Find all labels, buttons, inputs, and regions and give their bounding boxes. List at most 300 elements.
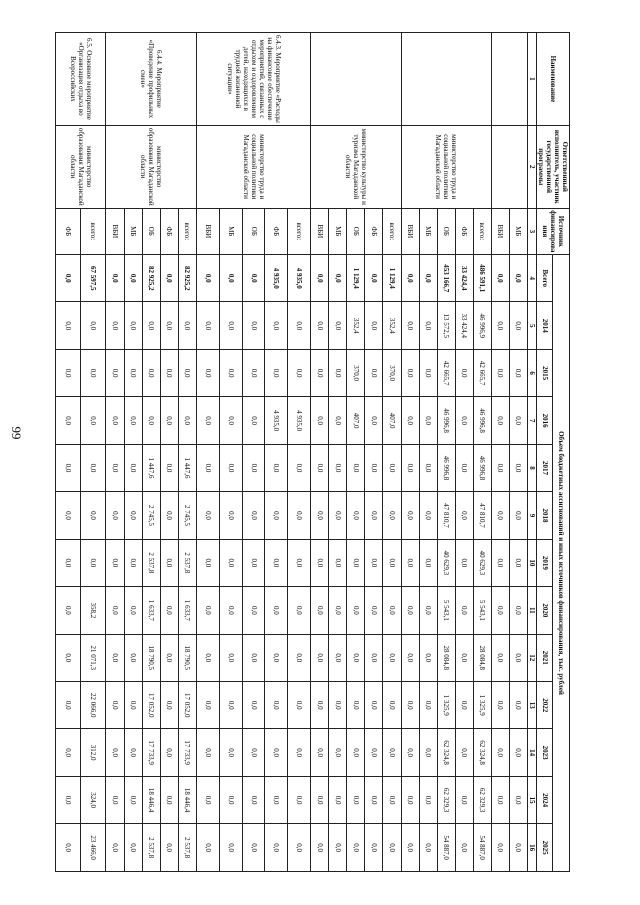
year-value: 0,0: [124, 681, 142, 728]
year-value: 0,0: [265, 349, 288, 396]
year-value: 324,0: [81, 776, 106, 823]
year-value: 0,0: [491, 539, 509, 586]
funding-source: МБ: [124, 208, 142, 254]
table-row: [509, 33, 527, 872]
funding-source: ВБИ: [196, 208, 219, 254]
year-value: 0,0: [329, 824, 347, 872]
year-value: 0,0: [196, 492, 219, 539]
year-value: 17 733,9: [142, 729, 160, 776]
year-value: 0,0: [124, 634, 142, 681]
year-value: 0,0: [365, 302, 383, 349]
year-value: 0,0: [455, 587, 473, 634]
year-value: 0,0: [242, 776, 265, 823]
funding-source: всего:: [288, 208, 311, 254]
year-value: 0,0: [81, 349, 106, 396]
year-value: 0,0: [401, 539, 419, 586]
year-value: 0,0: [219, 776, 242, 823]
year-value: 0,0: [491, 302, 509, 349]
year-value: 0,0: [491, 397, 509, 444]
year-value: 0,0: [491, 681, 509, 728]
year-value: 28 084,8: [473, 634, 491, 681]
funding-source: ФБ: [56, 208, 81, 254]
year-value: 0,0: [419, 539, 437, 586]
year-value: 0,0: [160, 349, 178, 396]
header-name: Наименование: [537, 33, 570, 126]
year-value: 0,0: [509, 587, 527, 634]
year-value: 0,0: [365, 776, 383, 823]
year-value: 0,0: [383, 492, 401, 539]
year-value: 0,0: [383, 539, 401, 586]
header-col-number: 7: [528, 397, 537, 444]
year-value: 0,0: [509, 539, 527, 586]
year-value: 0,0: [329, 776, 347, 823]
year-value: 0,0: [160, 634, 178, 681]
year-value: 0,0: [160, 302, 178, 349]
year-value: 0,0: [265, 681, 288, 728]
year-value: 0,0: [106, 776, 124, 823]
year-value: 0,0: [401, 397, 419, 444]
year-value: 0,0: [242, 587, 265, 634]
responsible-executor: [491, 125, 527, 208]
year-value: 46 996,9: [473, 302, 491, 349]
year-value: 47 810,7: [437, 492, 455, 539]
table-row: [178, 33, 196, 872]
year-value: 0,0: [124, 492, 142, 539]
year-value: 0,0: [329, 587, 347, 634]
funding-source: МБ: [219, 208, 242, 254]
year-value: 0,0: [383, 776, 401, 823]
year-value: 0,0: [311, 634, 329, 681]
measure-name: 6.4.4. Мероприятие «Проведение профильных смен»: [106, 33, 196, 126]
year-value: 0,0: [56, 444, 81, 491]
year-value: 47 810,7: [473, 492, 491, 539]
funding-source: ФБ: [160, 208, 178, 254]
year-value: 0,0: [419, 634, 437, 681]
year-value: 62 324,8: [473, 729, 491, 776]
year-value: 0,0: [242, 539, 265, 586]
year-value: 0,0: [311, 776, 329, 823]
year-value: 0,0: [455, 776, 473, 823]
year-value: 0,0: [219, 587, 242, 634]
year-value: 0,0: [56, 539, 81, 586]
measure-name: 6.4.3. Мероприятие «Расходы на финансовое обеспечение мероприятий, связанных с отдыхом и оздоровлением детей, находящихся в трудной жизненной ситуации»: [196, 33, 310, 126]
year-value: 2 745,5: [178, 492, 196, 539]
year-value: 0,0: [347, 681, 365, 728]
year-value: 4 935,0: [265, 397, 288, 444]
year-value: 0,0: [329, 681, 347, 728]
responsible-executor: министерство культуры и туризма Магаданской области: [311, 125, 401, 208]
header-year: 2023: [537, 729, 554, 776]
funding-source: всего:: [178, 208, 196, 254]
funding-source: ВБИ: [311, 208, 329, 254]
year-value: 0,0: [219, 492, 242, 539]
year-value: 0,0: [288, 776, 311, 823]
year-value: 1 633,7: [178, 587, 196, 634]
year-value: 0,0: [365, 681, 383, 728]
total-value: 0,0: [509, 255, 527, 302]
year-value: 0,0: [455, 444, 473, 491]
year-value: 0,0: [196, 824, 219, 872]
year-value: 0,0: [106, 587, 124, 634]
year-value: 0,0: [160, 587, 178, 634]
year-value: 0,0: [288, 729, 311, 776]
year-value: 0,0: [419, 492, 437, 539]
year-value: 0,0: [329, 539, 347, 586]
header-year: 2014: [537, 302, 554, 349]
header-year: 2020: [537, 587, 554, 634]
year-value: 0,0: [81, 444, 106, 491]
header-row-1: [553, 33, 570, 872]
funding-source: ВБИ: [106, 208, 124, 254]
year-value: 13 572,5: [437, 302, 455, 349]
year-value: 0,0: [265, 444, 288, 491]
year-value: 0,0: [288, 302, 311, 349]
header-col-numbers-row: [528, 33, 537, 872]
year-value: 0,0: [491, 776, 509, 823]
year-value: 0,0: [196, 302, 219, 349]
year-value: 0,0: [401, 587, 419, 634]
year-value: 0,0: [311, 397, 329, 444]
year-value: 0,0: [56, 729, 81, 776]
header-col-number: 2: [528, 125, 537, 208]
year-value: 0,0: [81, 397, 106, 444]
year-value: 0,0: [455, 397, 473, 444]
header-year: 2024: [537, 776, 554, 823]
year-value: 28 084,8: [437, 634, 455, 681]
year-value: 0,0: [455, 729, 473, 776]
year-value: 0,0: [365, 729, 383, 776]
year-value: 0,0: [219, 729, 242, 776]
year-value: 0,0: [124, 587, 142, 634]
year-value: 0,0: [419, 349, 437, 396]
year-value: 0,0: [455, 539, 473, 586]
year-value: 0,0: [288, 444, 311, 491]
funding-source: ФБ: [455, 208, 473, 254]
year-value: 0,0: [160, 681, 178, 728]
header-year: 2021: [537, 634, 554, 681]
total-value: 0,0: [311, 255, 329, 302]
year-value: 0,0: [509, 824, 527, 872]
year-value: 0,0: [106, 729, 124, 776]
year-value: 0,0: [196, 397, 219, 444]
year-value: 0,0: [242, 634, 265, 681]
year-value: 0,0: [160, 492, 178, 539]
year-value: 0,0: [178, 302, 196, 349]
year-value: 62 324,8: [437, 729, 455, 776]
year-value: 0,0: [329, 302, 347, 349]
year-value: 0,0: [142, 302, 160, 349]
measure-name: [311, 33, 401, 126]
year-value: 0,0: [509, 681, 527, 728]
table-row: [81, 33, 106, 872]
year-value: 0,0: [383, 587, 401, 634]
year-value: 0,0: [401, 492, 419, 539]
funding-source: всего:: [473, 208, 491, 254]
measure-name: [401, 33, 491, 126]
year-value: 0,0: [265, 729, 288, 776]
year-value: 0,0: [347, 539, 365, 586]
year-value: 46 996,8: [473, 444, 491, 491]
year-value: 0,0: [56, 302, 81, 349]
year-value: 0,0: [365, 634, 383, 681]
total-value: 0,0: [219, 255, 242, 302]
header-col-number: 5: [528, 302, 537, 349]
total-value: 0,0: [329, 255, 347, 302]
year-value: 0,0: [106, 492, 124, 539]
year-value: 0,0: [219, 824, 242, 872]
year-value: 0,0: [81, 302, 106, 349]
year-value: 0,0: [491, 349, 509, 396]
year-value: 22 066,0: [81, 681, 106, 728]
year-value: 0,0: [401, 302, 419, 349]
table-body: [56, 33, 528, 872]
year-value: 0,0: [419, 729, 437, 776]
year-value: 33 424,4: [455, 302, 473, 349]
year-value: 0,0: [265, 539, 288, 586]
total-value: 4 935,0: [265, 255, 288, 302]
year-value: 0,0: [365, 444, 383, 491]
responsible-executor: министерство труда и социальной политики Магаданской области: [401, 125, 491, 208]
year-value: 0,0: [419, 302, 437, 349]
year-value: 407,0: [383, 397, 401, 444]
year-value: 0,0: [219, 349, 242, 396]
responsible-executor: министерство труда и социальной политики Магаданской области: [196, 125, 310, 208]
header-col-number: 16: [528, 824, 537, 872]
total-value: 67 597,5: [81, 255, 106, 302]
year-value: 0,0: [455, 681, 473, 728]
year-value: 0,0: [383, 634, 401, 681]
year-value: 0,0: [365, 539, 383, 586]
total-value: 0,0: [242, 255, 265, 302]
year-value: 0,0: [419, 824, 437, 872]
year-value: 0,0: [455, 492, 473, 539]
year-value: 0,0: [106, 634, 124, 681]
header-year: 2025: [537, 824, 554, 872]
year-value: 0,0: [311, 444, 329, 491]
funding-source: ОБ: [242, 208, 265, 254]
year-value: 0,0: [196, 349, 219, 396]
year-value: 0,0: [311, 587, 329, 634]
year-value: 0,0: [242, 444, 265, 491]
year-value: 0,0: [56, 634, 81, 681]
year-value: 0,0: [106, 539, 124, 586]
year-value: 0,0: [509, 302, 527, 349]
budget-table: [55, 32, 570, 872]
year-value: 2 537,8: [142, 539, 160, 586]
year-value: 0,0: [160, 776, 178, 823]
year-value: 0,0: [491, 492, 509, 539]
year-value: 0,0: [56, 776, 81, 823]
year-value: 0,0: [401, 824, 419, 872]
header-source: Источник финансирования: [537, 208, 570, 254]
header-year: 2018: [537, 492, 554, 539]
year-value: 0,0: [347, 444, 365, 491]
total-value: 453 166,7: [437, 255, 455, 302]
year-value: 0,0: [242, 681, 265, 728]
table-row: [288, 33, 311, 872]
year-value: 0,0: [329, 729, 347, 776]
year-value: 0,0: [365, 397, 383, 444]
year-value: 0,0: [288, 492, 311, 539]
year-value: 0,0: [288, 634, 311, 681]
total-value: 0,0: [196, 255, 219, 302]
funding-source: МБ: [509, 208, 527, 254]
total-value: 486 591,1: [473, 255, 491, 302]
header-year: 2019: [537, 539, 554, 586]
year-value: 0,0: [311, 302, 329, 349]
responsible-executor: министерство образования Магаданской области: [56, 125, 106, 208]
year-value: 62 329,3: [437, 776, 455, 823]
year-value: 0,0: [401, 634, 419, 681]
year-value: 5 543,1: [473, 587, 491, 634]
total-value: 0,0: [56, 255, 81, 302]
year-value: 17 733,9: [178, 729, 196, 776]
header-col-number: 10: [528, 539, 537, 586]
year-value: 0,0: [219, 397, 242, 444]
year-value: 0,0: [106, 302, 124, 349]
header-col-number: 12: [528, 634, 537, 681]
year-value: 0,0: [288, 587, 311, 634]
year-value: 407,0: [347, 397, 365, 444]
year-value: 0,0: [124, 729, 142, 776]
year-value: 0,0: [509, 349, 527, 396]
year-value: 0,0: [311, 349, 329, 396]
year-value: 1 325,9: [437, 681, 455, 728]
header-col-number: 15: [528, 776, 537, 823]
year-value: 0,0: [311, 824, 329, 872]
year-value: 5 543,1: [437, 587, 455, 634]
header-total: Всего: [537, 255, 554, 302]
year-value: 0,0: [56, 587, 81, 634]
header-year: 2017: [537, 444, 554, 491]
funding-source: всего:: [81, 208, 106, 254]
year-value: 0,0: [455, 349, 473, 396]
year-value: 0,0: [196, 444, 219, 491]
year-value: 0,0: [106, 397, 124, 444]
year-value: 352,4: [383, 302, 401, 349]
year-value: 0,0: [491, 824, 509, 872]
year-value: 0,0: [124, 776, 142, 823]
year-value: 1 633,7: [142, 587, 160, 634]
table-row: [383, 33, 401, 872]
year-value: 0,0: [419, 681, 437, 728]
year-value: 2 537,8: [178, 539, 196, 586]
year-value: 40 629,3: [437, 539, 455, 586]
year-value: 0,0: [196, 729, 219, 776]
year-value: 1 325,9: [473, 681, 491, 728]
year-value: 0,0: [311, 492, 329, 539]
year-value: 46 996,8: [437, 444, 455, 491]
year-value: 0,0: [219, 444, 242, 491]
year-value: 0,0: [219, 539, 242, 586]
year-value: 0,0: [160, 729, 178, 776]
year-value: 0,0: [419, 587, 437, 634]
year-value: 0,0: [142, 397, 160, 444]
total-value: 4 935,0: [288, 255, 311, 302]
year-value: 23 466,0: [81, 824, 106, 872]
year-value: 0,0: [265, 492, 288, 539]
year-value: 0,0: [124, 444, 142, 491]
year-value: 0,0: [288, 681, 311, 728]
year-value: 0,0: [365, 349, 383, 396]
total-value: 0,0: [106, 255, 124, 302]
year-value: 0,0: [196, 681, 219, 728]
year-value: 0,0: [401, 349, 419, 396]
year-value: 0,0: [160, 539, 178, 586]
year-value: 0,0: [329, 634, 347, 681]
year-value: 0,0: [265, 776, 288, 823]
table-row: [473, 33, 491, 872]
year-value: 0,0: [56, 681, 81, 728]
measure-name: [491, 33, 527, 126]
funding-source: ВБИ: [491, 208, 509, 254]
header-year: 2016: [537, 397, 554, 444]
funding-source: ОБ: [437, 208, 455, 254]
year-value: 0,0: [265, 302, 288, 349]
total-value: 1 129,4: [383, 255, 401, 302]
year-value: 0,0: [160, 824, 178, 872]
responsible-executor: министерство образования Магаданской области: [106, 125, 196, 208]
year-value: 0,0: [347, 634, 365, 681]
header-col-number: 11: [528, 587, 537, 634]
year-value: 0,0: [311, 729, 329, 776]
year-value: 0,0: [401, 776, 419, 823]
year-value: 0,0: [124, 349, 142, 396]
year-value: 312,0: [81, 729, 106, 776]
year-value: 0,0: [491, 729, 509, 776]
year-value: 0,0: [419, 776, 437, 823]
year-value: 0,0: [401, 729, 419, 776]
total-value: 0,0: [401, 255, 419, 302]
year-value: 0,0: [160, 397, 178, 444]
year-value: 0,0: [311, 681, 329, 728]
year-value: 0,0: [56, 349, 81, 396]
year-value: 0,0: [196, 634, 219, 681]
measure-name: 6.5. Основное мероприятие «Организация отдыха во Всероссийских: [56, 33, 106, 126]
year-value: 0,0: [491, 587, 509, 634]
year-value: 370,0: [347, 349, 365, 396]
year-value: 0,0: [265, 634, 288, 681]
year-value: 42 665,7: [437, 349, 455, 396]
header-col-number: 1: [528, 33, 537, 126]
year-value: 0,0: [196, 587, 219, 634]
year-value: 0,0: [242, 302, 265, 349]
year-value: 0,0: [329, 444, 347, 491]
year-value: 0,0: [311, 539, 329, 586]
year-value: 17 052,0: [178, 681, 196, 728]
year-value: 0,0: [219, 302, 242, 349]
year-value: 0,0: [347, 729, 365, 776]
year-value: 370,0: [383, 349, 401, 396]
year-value: 0,0: [365, 492, 383, 539]
funding-source: ОБ: [347, 208, 365, 254]
year-value: 4 935,0: [288, 397, 311, 444]
year-value: 0,0: [242, 397, 265, 444]
year-value: 0,0: [509, 634, 527, 681]
year-value: 18 790,5: [178, 634, 196, 681]
year-value: 0,0: [419, 444, 437, 491]
year-value: 0,0: [383, 824, 401, 872]
year-value: 0,0: [383, 729, 401, 776]
total-value: 0,0: [365, 255, 383, 302]
year-value: 0,0: [365, 824, 383, 872]
year-value: 0,0: [56, 492, 81, 539]
year-value: 0,0: [242, 492, 265, 539]
year-value: 0,0: [142, 349, 160, 396]
header-col-number: 14: [528, 729, 537, 776]
year-value: 0,0: [491, 444, 509, 491]
total-value: 0,0: [124, 255, 142, 302]
